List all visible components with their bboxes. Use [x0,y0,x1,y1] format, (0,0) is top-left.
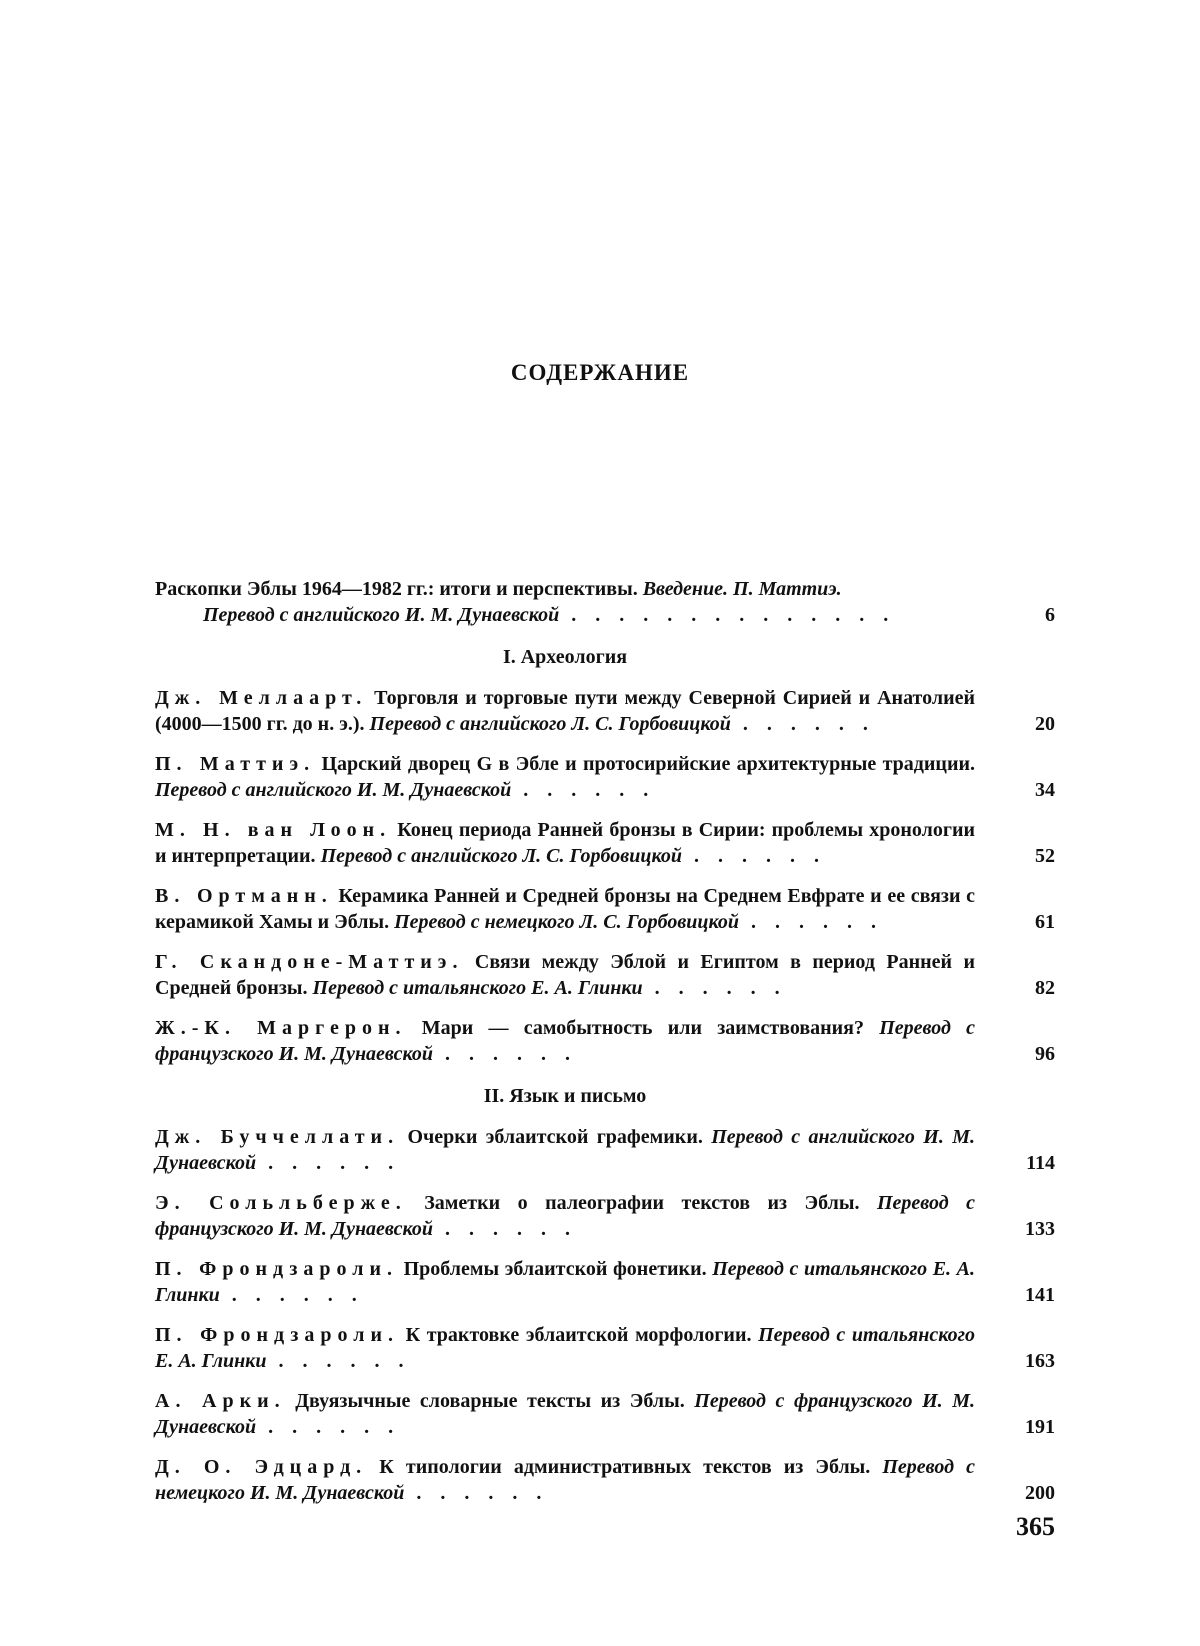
toc-entry[interactable] [155,817,1055,869]
entry-page-number: 34 [1035,779,1055,801]
entry-page-number: 61 [1035,911,1055,933]
entry-author: П. Фрондзароли. [155,1324,399,1346]
toc-entry[interactable] [155,883,1055,935]
entry-translation: Перевод с французского И. М. Дунаевской [155,1192,975,1240]
toc-entry[interactable] [155,1190,1055,1242]
dot-leader: . . . . . . [739,911,884,933]
entry-page-number: 141 [1025,1284,1055,1306]
entry-title: Очерки эблаитской графемики. [399,1126,712,1148]
entry-translation: Перевод с немецкого И. М. Дунаевской [155,1456,975,1504]
toc-entry[interactable] [155,1454,1055,1506]
entry-title: Двуязычные словарные тексты из Эблы. [285,1390,695,1412]
entry-page-number: 191 [1025,1416,1055,1438]
entry-translation: Перевод с итальянского Е. А. Глинки [312,977,643,999]
entry-translation: Перевод с французского И. М. Дунаевской [155,1390,976,1438]
dot-leader: . . . . . . [219,1284,364,1306]
entry-page-number: 82 [1035,977,1055,999]
dot-leader: . . . . . . . . . . . . . . [559,604,896,626]
dot-leader: . . . . . . [432,1218,577,1240]
dot-leader: . . . . . . [432,1043,577,1065]
entry-title: Керамика Ранней и Средней бронзы на Среднем Евфрате и ее связи с керамикой Хамы и Эблы. [155,885,975,933]
entry-author: Дж. Буччеллати. [155,1126,400,1148]
toc-entry[interactable] [155,949,1055,1001]
toc-entry-intro[interactable] [155,576,1055,628]
entry-title: Торговля и торговые пути между Северной Сирией и Анатолией (4000—1500 гг. до н. э.). [155,687,975,735]
entry-author: Г. Скандоне-Маттиэ. [155,951,464,973]
entry-translation: Перевод с итальянского Е. А. Глинки [155,1324,975,1372]
entry-author: Д. О. Эдцард. [155,1456,368,1478]
dot-leader: . . . . . . [266,1350,411,1372]
entry-translation: Перевод с английского Л. С. Горбовицкой [320,845,682,867]
table-of-contents [155,576,1055,1520]
dot-leader: . . . . . . [404,1482,549,1504]
toc-entry[interactable] [155,1015,1055,1067]
toc-entry[interactable] [155,685,1055,737]
toc-entry[interactable] [155,1322,1055,1374]
entry-title: К трактовке эблаитской морфологии. [399,1324,759,1346]
entry-translation: Перевод с английского И. М. Дунаевской [155,1126,975,1174]
entry-author: Дж. Меллаарт. [155,687,368,709]
entry-page-number: 163 [1025,1350,1055,1372]
entry-title: Раскопки Эблы 1964—1982 гг.: итоги и перспективы. [155,578,643,600]
entry-translation: Перевод с итальянского Е. А. Глинки [155,1258,975,1306]
section-heading: I. Археология [502,646,628,668]
entry-title: Конец периода Ранней бронзы в Сирии: проблемы хронологии и интерпретации. [155,819,976,867]
dot-leader: . . . . . . [642,977,787,999]
entry-page-number: 96 [1035,1043,1055,1065]
entry-page-number: 52 [1035,845,1055,867]
dot-leader: . . . . . . [256,1416,401,1438]
toc-entry[interactable] [155,751,1055,803]
entry-page-number: 114 [1026,1152,1055,1174]
entry-author: Ж.-К. Маргерон. [155,1017,407,1039]
entry-title: Проблемы эблаитской фонетики. [398,1258,713,1280]
entry-title: Заметки о палеографии текстов из Эблы. [406,1192,877,1214]
page-number: 365 [1016,1512,1055,1541]
toc-entry[interactable] [155,1256,1055,1308]
toc-entry[interactable] [155,1124,1055,1176]
entry-title: Связи между Эблой и Египтом в период Ранней и Средней бронзы. [155,951,975,999]
entry-page-number: 133 [1025,1218,1055,1240]
entry-translation: Перевод с английского Л. С. Горбовицкой [369,713,731,735]
entry-page-number: 20 [1035,713,1055,735]
entry-author: Э. Сольльберже. [155,1192,407,1214]
entry-title: Царский дворец G в Эбле и протосирийские архитектурные традиции. [315,753,976,775]
entry-translation: Перевод с французского И. М. Дунаевской [155,1017,975,1065]
dot-leader: . . . . . . [511,779,656,801]
entry-title: Мари — самобытность или заимствования? [406,1017,880,1039]
entry-page-number: 6 [1045,604,1055,626]
entry-author: П. Фрондзароли. [155,1258,398,1280]
entry-author: А. Арки. [155,1390,286,1412]
page-title: СОДЕРЖАНИЕ [510,360,690,385]
entry-author: В. Ортманн. [155,885,333,907]
dot-leader: . . . . . . [730,713,875,735]
entry-author: М. Н. ван Лоон. [155,819,392,841]
entry-page-number: 200 [1025,1482,1055,1504]
section-heading: II. Язык и письмо [483,1085,647,1107]
entry-translation: Введение. П. Маттиэ. [642,578,842,600]
toc-sections [155,646,1055,1506]
entry-translation: Перевод с немецкого Л. С. Горбовицкой [394,911,740,933]
entry-translation: Перевод с английского И. М. Дунаевской [203,604,560,626]
dot-leader: . . . . . . [681,845,826,867]
entry-title: К типологии административных текстов из Эблы. [367,1456,883,1478]
entry-author: П. Маттиэ. [155,753,316,775]
dot-leader: . . . . . . [256,1152,401,1174]
toc-entry[interactable] [155,1388,1055,1440]
entry-translation: Перевод с английского И. М. Дунаевской [155,779,512,801]
